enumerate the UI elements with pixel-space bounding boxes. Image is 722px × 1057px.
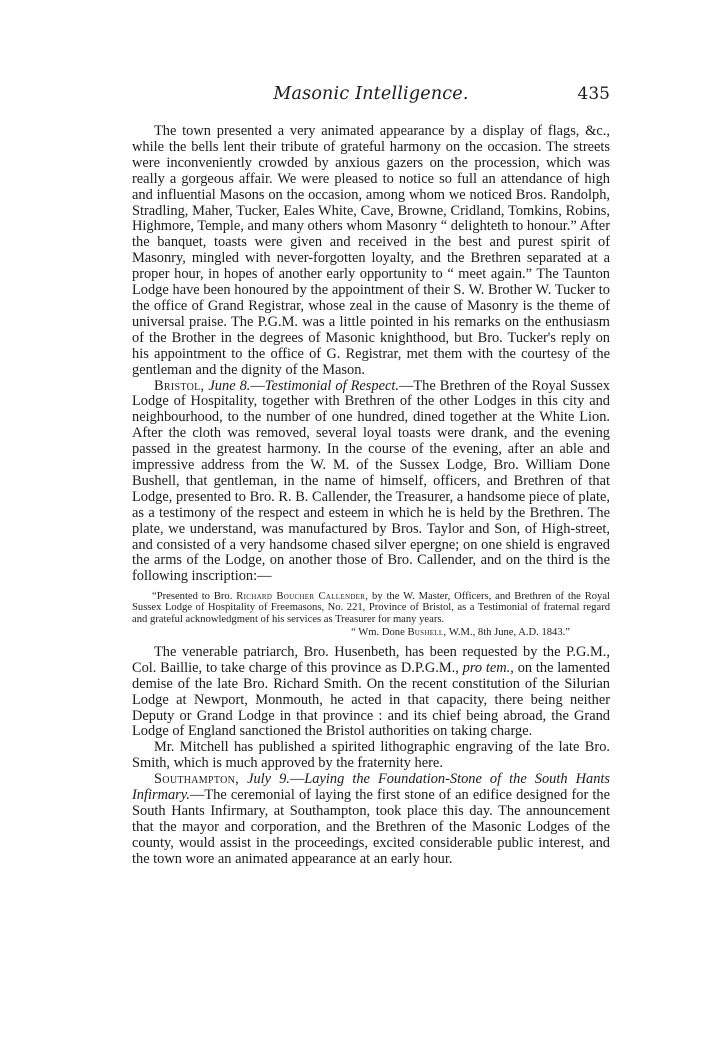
paragraph-text: The ceremonial of laying the first stone of an edifice designed for the South Hants Infirmary, at Southampton, took place this day. The announcement that the mayor and corporation, and the Brethren of the Masonic Lodges of the county, would assist in the proceedings, excited considerable public interest, and the town wore an animated appearance at an early hour.	[132, 787, 610, 867]
inscription-signature	[132, 627, 610, 639]
paragraph-mitchell	[132, 740, 610, 772]
paragraph-text: The town presented a very animated appearance by a display of flags, &c., while the bells lent their tribute of grateful harmony on the occasion. The streets were inconveniently crowded by anxious gazers on the procession, which was really a gorgeous affair. We were pleased to notice so full an attendance of high and influential Masons on the occasion, among whom we noticed Bros. Randolph, Stradling, Maher, Tucker, Eales White, Cave, Browne, Cridland, Tomkins, Robins, Highmore, Temple, and many others whom Masonry “ delighteth to honour.” After the banquet, toasts were given and received in the best and purest spirit of Masonry, mingled with never-forgotten loyalty, and the Brethren separated at a proper hour, in hopes of another early opportunity to “ meet again.” The Taunton Lodge have been honoured by the appointment of their S. W. Brother W. Tucker to the office of Grand Registrar, whose zeal in the cause of Masonry is the theme of universal praise. The P.G.M. was a little pointed in his remarks on the enthusiasm of the Brother in the degrees of Masonic knighthood, but Bro. Tucker's reply on his appointment to the office of G. Registrar, met them with the courtesy of the gentleman and the dignity of the Mason.	[132, 123, 610, 378]
running-title: Masonic Intelligence.	[273, 84, 469, 104]
dash: —	[398, 377, 414, 394]
inscription-open: “Presented to Bro.	[152, 591, 233, 603]
report-date: June 8.	[208, 377, 251, 394]
paragraph-text: Mr. Mitchell has published a spirited lithographic engraving of the late Bro. Smith, which is much approved by the fraternity here.	[132, 739, 610, 772]
signature-suffix: W.M., 8th June, A.D. 1843.”	[448, 626, 570, 638]
signature-prefix: “ Wm. Done	[351, 626, 405, 638]
inscription-text: by the W. Master, Officers, and Brethren of the Royal Sussex Lodge of Hospitality of Freemasons, No. 221, Province of Bristol, as a Testimonial of fraternal regard and grateful acknowledgment of his services as Treasurer for many years.	[132, 591, 610, 625]
paragraph-taunton-report	[132, 124, 610, 379]
signature-name: Bushell,	[407, 626, 447, 638]
inscription-quote	[132, 591, 610, 625]
paragraph-husenbeth	[132, 645, 610, 740]
running-head	[132, 84, 610, 110]
inscription-recipient: Richard Boucher Callender,	[236, 591, 369, 603]
report-date: July 9.	[247, 771, 290, 788]
paragraph-text: The Brethren of the Royal Sussex Lodge of Hospitality, together with Brethren of the other Lodges in this city and neighbourhood, to the number of one hundred, dined together at the White Lion. After the cloth was removed, several loyal toasts were drank, and the evening passed in the greatest harmony. In the course of the evening, after an able and impressive address from the W. M. of the Sussex Lodge, Bro. William Done Bushell, that gentleman, in the name of himself, officers, and Brethren of that Lodge, presented to Bro. R. B. Callender, the Treasurer, a handsome piece of plate, as a testimony of the respect and esteem in which he is held by the Brethren. The plate, we understand, was manufactured by Bros. Taylor and Son, of High-street, and consisted of a very handsome chased silver epergne; on one shield is engraved the arms of the Lodge, on another those of Bro. Callender, and on the third is the following inscription:—	[132, 377, 610, 585]
page	[132, 84, 610, 868]
latin-phrase: pro tem.	[462, 659, 511, 676]
paragraph-southampton	[132, 772, 610, 867]
paragraph-text: The venerable patriarch, Bro. Husenbeth, has been requested by the P.G.M., Col. Baillie, to take charge of this province as D.P.G.M.,	[132, 643, 610, 676]
place-name: Southampton,	[154, 771, 240, 788]
section-heading: Laying the Foundation-Stone of the South Hants Infirmary.	[132, 771, 610, 804]
dash: —	[289, 771, 305, 788]
place-name: Bristol,	[154, 377, 205, 394]
dash: —	[189, 787, 205, 804]
dash: —	[250, 377, 265, 394]
page-number: 435	[577, 84, 610, 104]
paragraph-bristol-testimonial	[132, 379, 610, 586]
paragraph-text-continued: , on the lamented demise of the late Bro. Richard Smith. On the recent constitution of the Silurian Lodge at Newport, Monmouth, he acted in that capacity, there being neither Deputy or Grand Lodge in that province : and its chief being abroad, the Grand Lodge of England sanctioned the Bristol authorities on taking charge.	[132, 659, 610, 740]
section-heading: Testimonial of Respect.	[264, 377, 399, 394]
